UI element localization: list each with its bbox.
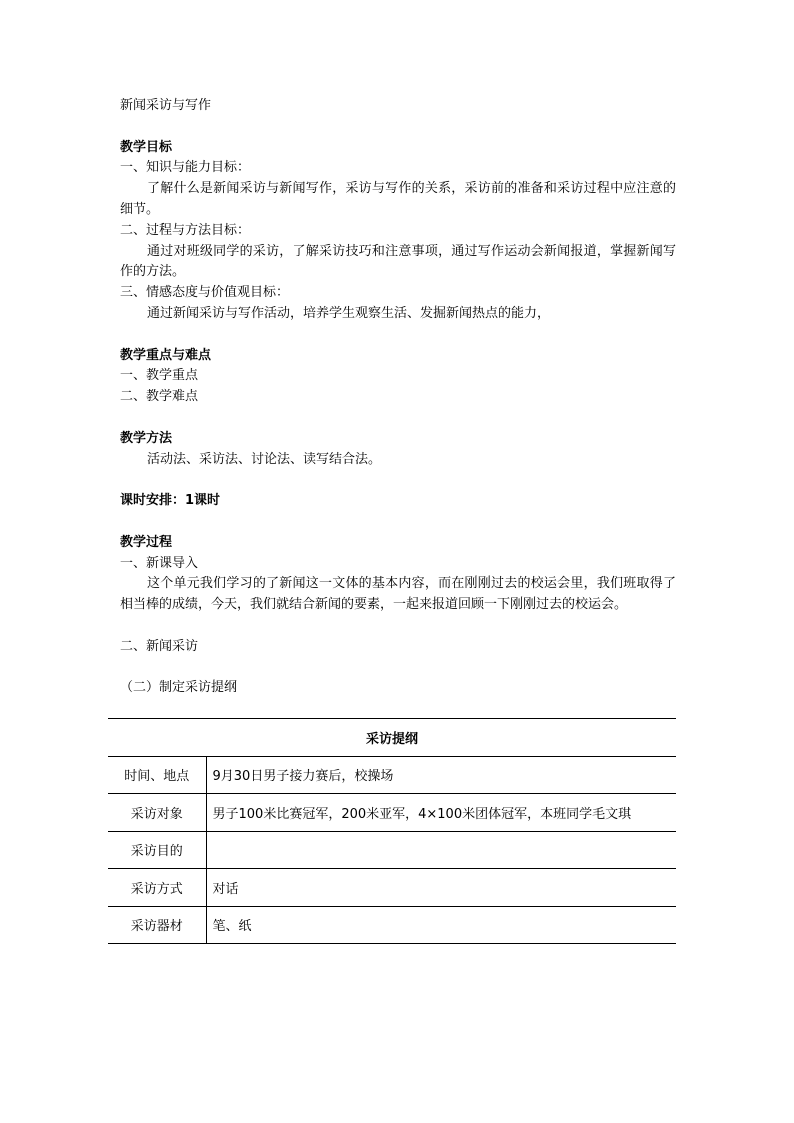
goal-2-text: 通过对班级同学的采访，了解采访技巧和注意事项，通过写作运动会新闻报道，掌握新闻写作的方法。 bbox=[120, 243, 676, 280]
goal-3-title: 三、情感态度与价值观目标： bbox=[120, 285, 290, 301]
row-label-method: 采访方式 bbox=[108, 869, 206, 907]
process-heading: 教学过程 bbox=[120, 534, 173, 550]
table-row bbox=[108, 869, 676, 907]
goal-2-title: 二、过程与方法目标： bbox=[120, 222, 251, 238]
process-2-title: 二、新闻采访 bbox=[120, 638, 199, 654]
goal-1-text: 了解什么是新闻采访与新闻写作，采访与写作的关系，采访前的准备和采访过程中应注意的细节。 bbox=[120, 181, 676, 217]
table-header: 采访提纲 bbox=[108, 719, 676, 757]
document-title: 新闻采访与写作 bbox=[120, 98, 212, 113]
row-value-purpose bbox=[206, 831, 676, 869]
row-value-time-place: 9月30日男子接力赛后，校操场 bbox=[206, 756, 676, 794]
table-row bbox=[108, 756, 676, 794]
methods-text: 活动法、采访法、讨论法、读写结合法。 bbox=[147, 451, 382, 467]
row-label-subject: 采访对象 bbox=[108, 794, 206, 832]
spacer bbox=[120, 658, 676, 679]
methods-heading: 教学方法 bbox=[120, 430, 173, 446]
row-value-method: 对话 bbox=[206, 869, 676, 907]
document-body bbox=[120, 96, 676, 699]
spacer bbox=[120, 616, 676, 637]
keypoint-1: 一、教学重点 bbox=[120, 368, 199, 384]
process-3-title: （二）制定采访提纲 bbox=[120, 680, 238, 696]
goals-heading: 教学目标 bbox=[120, 139, 173, 155]
process-1-title: 一、新课导入 bbox=[120, 555, 199, 571]
row-label-time-place: 时间、地点 bbox=[108, 756, 206, 794]
process-1-text: 这个单元我们学习的了新闻这一文体的基本内容，而在刚刚过去的校运会里，我们班取得了相当棒的成绩，今天，我们就结合新闻的要素，一起来报道回顾一下刚刚过去的校运会。 bbox=[120, 576, 676, 613]
spacer bbox=[120, 470, 676, 491]
spacer bbox=[120, 408, 676, 429]
schedule-line: 课时安排：1课时 bbox=[120, 493, 221, 509]
row-label-equipment: 采访器材 bbox=[108, 906, 206, 944]
table-row bbox=[108, 831, 676, 869]
table-row bbox=[108, 794, 676, 832]
goal-3-text: 通过新闻采访与写作活动，培养学生观察生活、发掘新闻热点的能力， bbox=[147, 305, 551, 321]
spacer bbox=[120, 325, 676, 346]
table-header-row bbox=[108, 719, 676, 757]
spacer bbox=[120, 117, 676, 138]
goal-1-title: 一、知识与能力目标： bbox=[120, 160, 251, 176]
keypoint-2: 二、教学难点 bbox=[120, 389, 199, 405]
keypoints-heading: 教学重点与难点 bbox=[120, 347, 212, 363]
row-value-equipment: 笔、纸 bbox=[206, 906, 676, 944]
row-label-purpose: 采访目的 bbox=[108, 831, 206, 869]
interview-outline-table bbox=[108, 718, 676, 944]
row-value-subject: 男子100米比赛冠军，200米亚军，4×100米团体冠军，本班同学毛文琪 bbox=[206, 794, 676, 832]
table-row bbox=[108, 906, 676, 944]
spacer bbox=[120, 512, 676, 533]
